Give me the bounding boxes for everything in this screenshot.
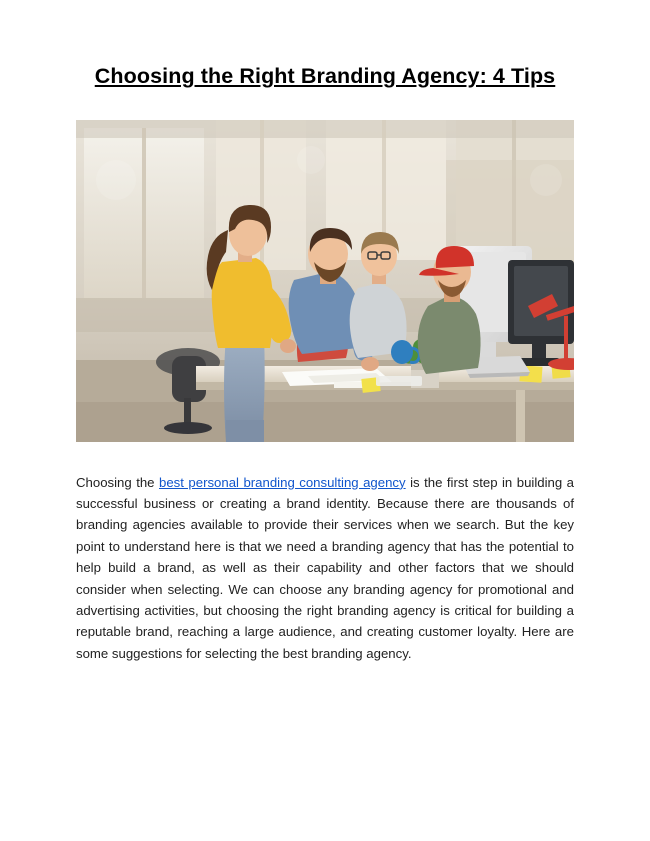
article-hero-photo xyxy=(76,120,574,442)
paragraph-lead-text: Choosing the xyxy=(76,474,159,490)
page-title: Choosing the Right Branding Agency: 4 Tips xyxy=(94,64,556,88)
article-paragraph xyxy=(76,472,574,664)
branding-agency-link[interactable]: best personal branding consulting agency xyxy=(159,474,406,490)
office-photo-illustration xyxy=(76,120,574,442)
document-content xyxy=(76,62,574,677)
paragraph-rest-text: is the first step in building a successful business or creating a brand identity. Because there are thousands of branding agencies available to provide their services when we search. But the key point to understand here is that we need a branding agency that has the potential to help build a brand, as well as their capability and other factors that we should consider when selecting. We can choose any branding agency for promotional and advertising activities, but choosing the right branding agency is critical for building a reputable brand, reaching a large audience, and creating customer loyalty. Here are some suggestions for selecting the best branding agency. xyxy=(76,474,574,661)
